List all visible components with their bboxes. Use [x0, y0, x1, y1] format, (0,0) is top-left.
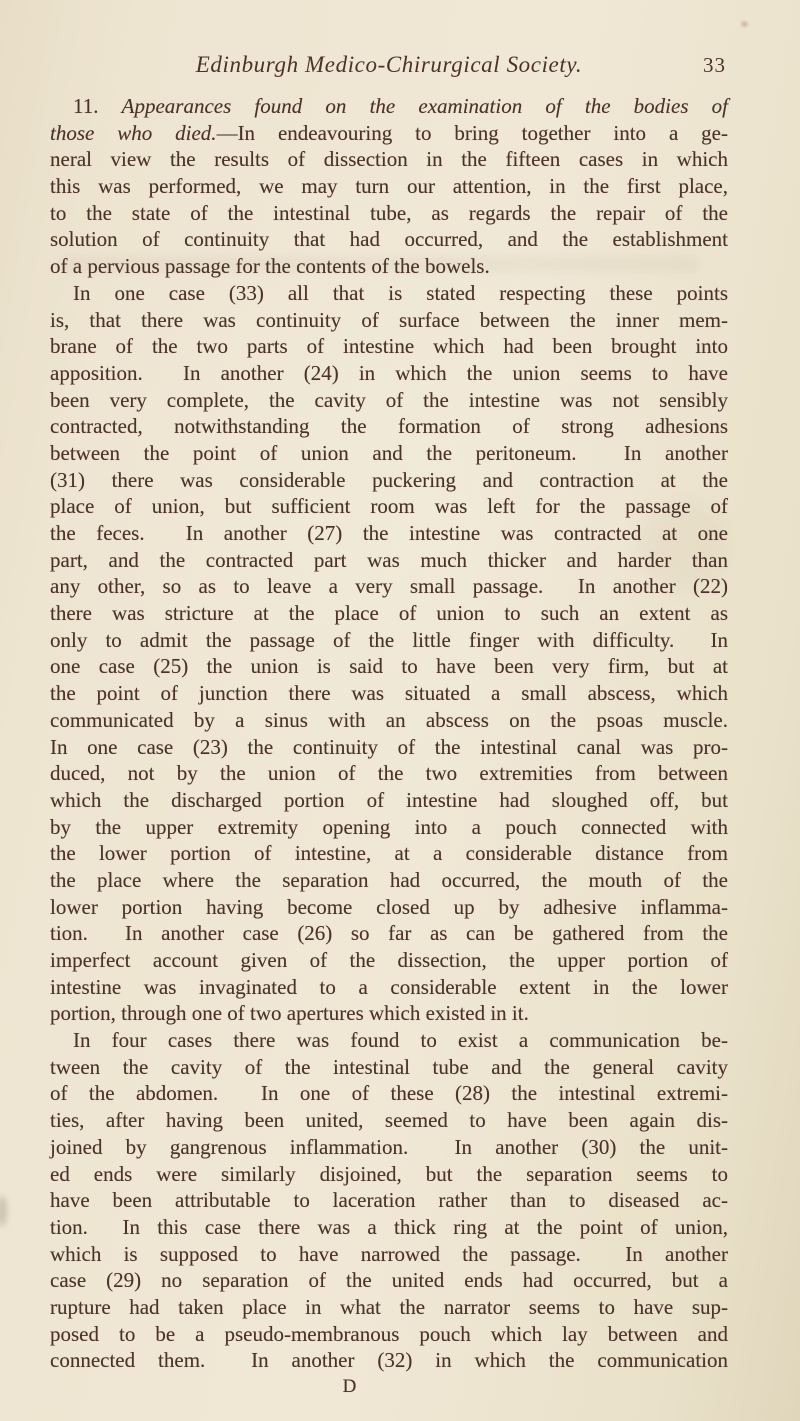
text-line: the lower portion of intestine, at a considerable distance from	[50, 841, 728, 866]
signature-mark: D	[342, 1376, 358, 1397]
text-line: one case (25) the union is said to have been very firm, but at	[50, 654, 728, 679]
text-line: which is supposed to have narrowed the passage. In another	[50, 1241, 728, 1266]
text-line: posed to be a pseudo-membranous pouch which lay between and	[50, 1321, 728, 1346]
text-line: this was performed, we may turn our attention, in the first place,	[50, 174, 728, 199]
text-line: intestine was invaginated to a considerable extent in the lower	[50, 974, 728, 999]
text-line: neral view the results of dissection in the fifteen cases in which	[50, 147, 728, 172]
roman-text-segment: —In endeavouring to bring together into a ge-	[216, 120, 728, 145]
text-line: the feces. In another (27) the intestine was contracted at one	[50, 521, 728, 545]
text-line	[50, 120, 728, 147]
text-line: ed ends were similarly disjoined, but the separation seems to	[50, 1161, 728, 1186]
text-line: the point of junction there was situated a small abscess, which	[50, 681, 728, 706]
text-line: In one case (33) all that is stated respecting these points	[73, 280, 728, 305]
text-line: (31) there was considerable puckering and contraction at the	[50, 467, 728, 492]
text-line: the place where the separation had occurred, the mouth of the	[50, 867, 728, 892]
text-line: In one case (23) the continuity of the intestinal canal was pro-	[50, 734, 728, 759]
text-line: contracted, notwithstanding the formation of strong adhesions	[50, 414, 728, 439]
text-line: connected them. In another (32) in which the communication	[50, 1348, 728, 1373]
text-line: imperfect account given of the dissection, the upper portion of	[50, 948, 728, 972]
running-header-title: Edinburgh Medico-Chirurgical Society.	[195, 52, 583, 77]
paper-smudge	[0, 1196, 7, 1226]
text-line: which the discharged portion of intestine had sloughed off, but	[50, 787, 728, 812]
text-line: of a pervious passage for the contents of the bowels.	[50, 254, 490, 279]
text-line: solution of continuity that had occurred, and the establishment	[50, 227, 728, 252]
text-line: tween the cavity of the intestinal tube and the general cavity	[50, 1054, 728, 1079]
text-line: communicated by a sinus with an abscess on the psoas muscle.	[50, 707, 728, 732]
page-body	[50, 93, 728, 1374]
roman-text-segment: 11.	[73, 94, 122, 118]
text-line: duced, not by the union of the two extremities from between	[50, 761, 728, 786]
paper-speck	[741, 21, 748, 27]
text-line: tion. In this case there was a thick ring at the point of union,	[50, 1214, 728, 1239]
running-header	[50, 50, 728, 80]
text-line: portion, through one of two apertures which existed in it.	[50, 1001, 529, 1026]
text-line: between the point of union and the peritoneum. In another	[50, 440, 728, 465]
page-number: 33	[703, 53, 726, 77]
italic-text-segment: Appearances found on the examination of the bodies of	[121, 94, 728, 118]
text-line: to the state of the intestinal tube, as regards the repair of the	[50, 200, 728, 225]
text-line: part, and the contracted part was much thicker and harder than	[50, 547, 728, 572]
text-line: joined by gangrenous inflammation. In another (30) the unit-	[50, 1134, 728, 1159]
text-line: have been attributable to laceration rather than to diseased ac-	[50, 1188, 728, 1213]
text-line: In four cases there was found to exist a communication be-	[73, 1028, 728, 1053]
text-line: only to admit the passage of the little finger with difficulty. In	[50, 627, 728, 652]
text-line: case (29) no separation of the united ends had occurred, but a	[50, 1268, 728, 1293]
text-line: ties, after having been united, seemed to have been again dis-	[50, 1108, 728, 1133]
text-line: place of union, but sufficient room was left for the passage of	[50, 494, 728, 519]
text-line: lower portion having become closed up by adhesive inflamma-	[50, 894, 728, 919]
text-line: been very complete, the cavity of the intestine was not sensibly	[50, 387, 728, 412]
text-line: rupture had taken place in what the narrator seems to have sup-	[50, 1294, 728, 1319]
text-line: is, that there was continuity of surface between the inner mem-	[50, 307, 728, 332]
text-line: tion. In another case (26) so far as can be gathered from the	[50, 921, 728, 946]
text-line	[50, 93, 728, 120]
text-line: any other, so as to leave a very small passage. In another (22)	[50, 574, 728, 599]
text-line: apposition. In another (24) in which the union seems to have	[50, 360, 728, 385]
italic-text-segment: those who died.	[50, 120, 217, 145]
text-line: there was stricture at the place of union to such an extent as	[50, 601, 728, 626]
text-line: brane of the two parts of intestine which had been brought into	[50, 334, 728, 359]
text-line: of the abdomen. In one of these (28) the intestinal extremi-	[50, 1081, 728, 1106]
text-line: by the upper extremity opening into a pouch connected with	[50, 814, 728, 839]
